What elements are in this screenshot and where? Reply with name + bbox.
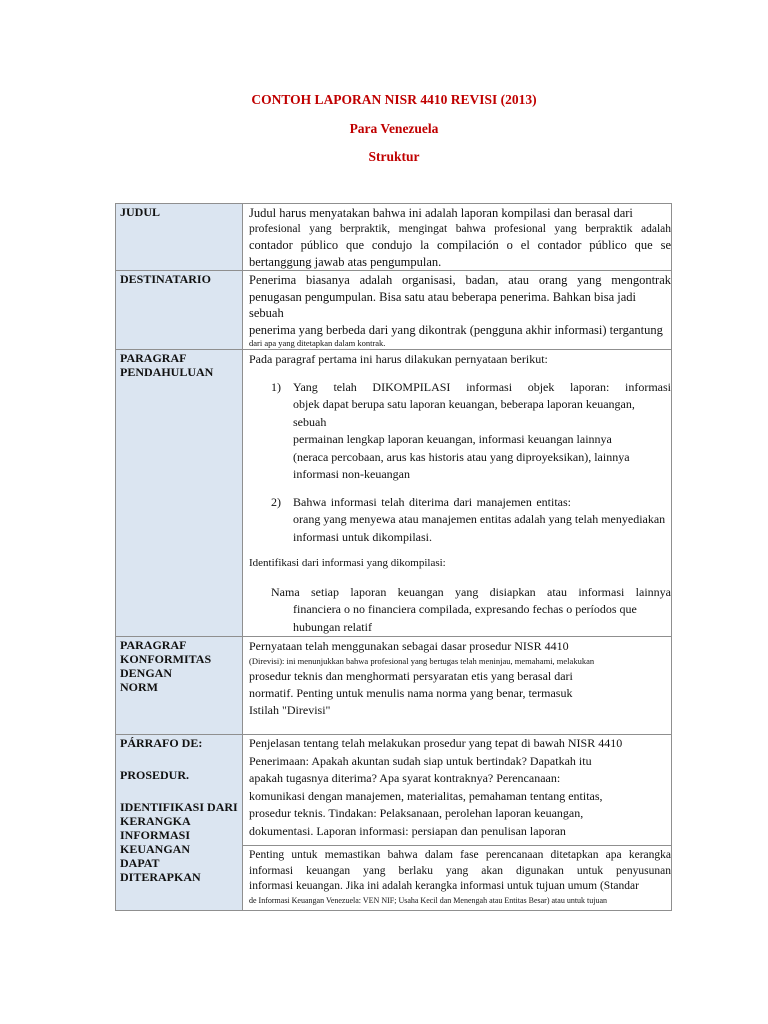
label-prosedur: PROSEDUR. xyxy=(120,768,190,782)
text-line: profesional yang berpraktik, mengingat bahwa profesional yang berpraktik adalah xyxy=(249,222,671,235)
text-line: financiera o no financiera compilada, expresando fechas o períodos que xyxy=(293,602,637,616)
label-kerangka: KERANGKA xyxy=(120,814,191,828)
table-row xyxy=(116,637,672,735)
text-line: apakah tugasnya diterima? Apa syarat kontraknya? Perencanaan: xyxy=(249,771,561,785)
text-line: permainan lengkap laporan keuangan, informasi keuangan lainnya xyxy=(293,432,612,446)
row-label xyxy=(116,637,243,735)
text-line: Bahwa informasi telah diterima dari manajemen entitas: xyxy=(293,494,571,509)
label-parrafo-de: PÁRRAFO DE: xyxy=(120,736,203,750)
row-content xyxy=(243,637,672,735)
text-line: normatif. Penting untuk menulis nama norma yang benar, termasuk xyxy=(249,686,573,700)
text-line: (Direvisi): ini menunjukkan bahwa profesional yang bertugas telah meninjau, memahami, melakukan xyxy=(249,656,595,666)
text-line: bertanggung jawab atas pengumpulan. xyxy=(249,254,442,269)
text-line: informasi keuangan yang berlaku yang akan digunakan untuk penyusunan xyxy=(249,864,671,877)
row-label xyxy=(116,271,243,350)
structure-table xyxy=(115,203,672,911)
text-line: Istilah "Direvisi" xyxy=(249,703,331,717)
table-row xyxy=(116,204,672,271)
text-line: Penting untuk memastikan bahwa dalam fase perencanaan ditetapkan apa kerangka xyxy=(249,849,671,861)
text-line: dari apa yang ditetapkan dalam kontrak. xyxy=(249,338,386,348)
label-konformitas: KONFORMITAS DENGAN xyxy=(120,652,212,680)
text-line: objek dapat berupa satu laporan keuangan, beberapa laporan keuangan, sebuah xyxy=(293,397,635,429)
table-row xyxy=(116,735,672,911)
label-norm: NORM xyxy=(120,680,158,694)
text-line: hubungan relatif xyxy=(293,619,372,634)
row-content xyxy=(243,204,672,271)
table-row xyxy=(116,271,672,350)
text-line: prosedur teknis dan menghormati persyaratan etis yang berasal dari xyxy=(249,669,573,683)
label-destinatario: DESTINATARIO xyxy=(120,272,211,286)
framework-block xyxy=(243,846,671,906)
list-item xyxy=(249,494,671,547)
text-line: Penerima biasanya adalah organisasi, badan, atau orang yang mengontrak xyxy=(249,273,671,287)
text-line: penerima yang berbeda dari yang dikontrak (pengguna akhir informasi) tergantung xyxy=(249,322,663,337)
label-pendahuluan: PENDAHULUAN xyxy=(120,365,214,379)
text-line: informasi untuk dikompilasi. xyxy=(293,529,432,544)
table-row xyxy=(116,350,672,637)
text-line: de Informasi Keuangan Venezuela: VEN NIF; Usaha Kecil dan Menengah atau Entitas Besar) atau untuk tujuan xyxy=(249,895,608,905)
row-label xyxy=(116,204,243,271)
label-informasi: INFORMASI xyxy=(120,828,191,842)
spacer xyxy=(120,750,240,768)
document-subtitle: Para Venezuela xyxy=(349,121,439,136)
list-item xyxy=(249,584,671,637)
label-paragraf: PARAGRAF xyxy=(120,638,187,652)
label-paragraf: PARAGRAF xyxy=(120,351,187,365)
label-identifikasi: IDENTIFIKASI DARI xyxy=(120,800,238,814)
label-keuangan: KEUANGAN xyxy=(120,842,191,856)
text-line: informasi keuangan. Jika ini adalah kerangka informasi untuk tujuan umum (Standar xyxy=(249,880,639,892)
text-line: Penerimaan: Apakah akuntan sudah siap untuk bertindak? Dapatkah itu xyxy=(249,753,592,768)
text-line: informasi non-keuangan xyxy=(293,467,410,481)
text-line: penugasan pengumpulan. Bisa satu atau beberapa penerima. Bahkan bisa jadi sebuah xyxy=(249,289,637,320)
list-number: 2) xyxy=(271,494,281,509)
row-content xyxy=(243,350,672,637)
text-line: dokumentasi. Laporan informasi: persiapan dan penulisan laporan xyxy=(249,823,566,838)
text-line: Judul harus menyatakan bahwa ini adalah laporan kompilasi dan berasal dari xyxy=(249,206,633,220)
identification-text: Identifikasi dari informasi yang dikompilasi: xyxy=(249,557,446,569)
text-line: komunikasi dengan manajemen, materialitas, pemahaman tentang entitas, xyxy=(249,788,603,803)
row-content xyxy=(243,735,672,911)
intro-text: Pada paragraf pertama ini harus dilakukan pernyataan berikut: xyxy=(249,352,548,366)
text-line: (neraca percobaan, arus kas historis atau yang diproyeksikan), lainnya xyxy=(293,449,630,464)
text-line: Pernyataan telah menggunakan sebagai dasar prosedur NISR 4410 xyxy=(249,639,569,653)
row-label xyxy=(116,735,243,911)
text-line: Yang telah DIKOMPILASI informasi objek laporan: informasi xyxy=(293,379,671,394)
text-line: prosedur teknis. Tindakan: Pelaksanaan, perolehan laporan keuangan, xyxy=(249,806,584,820)
text-line: Penjelasan tentang telah melakukan prosedur yang tepat di bawah NISR 4410 xyxy=(249,736,623,750)
label-dapat-diterapkan: DAPAT DITERAPKAN xyxy=(120,856,201,884)
row-content xyxy=(243,271,672,350)
list-number: 1) xyxy=(271,379,281,394)
text-line: Nama setiap laporan keuangan yang disiapkan atau informasi lainnya xyxy=(271,584,671,599)
row-label xyxy=(116,350,243,637)
label-judul: JUDUL xyxy=(120,205,161,219)
document-title: CONTOH LAPORAN NISR 4410 REVISI (2013) xyxy=(251,92,537,107)
spacer xyxy=(120,782,240,800)
text-line: orang yang menyewa atau manajemen entitas adalah yang telah menyediakan xyxy=(293,512,666,526)
list-item xyxy=(249,379,671,484)
text-line: contador público que condujo la compilación o el contador público que se xyxy=(249,238,671,252)
procedure-block xyxy=(243,735,671,846)
section-heading: Struktur xyxy=(368,149,420,164)
